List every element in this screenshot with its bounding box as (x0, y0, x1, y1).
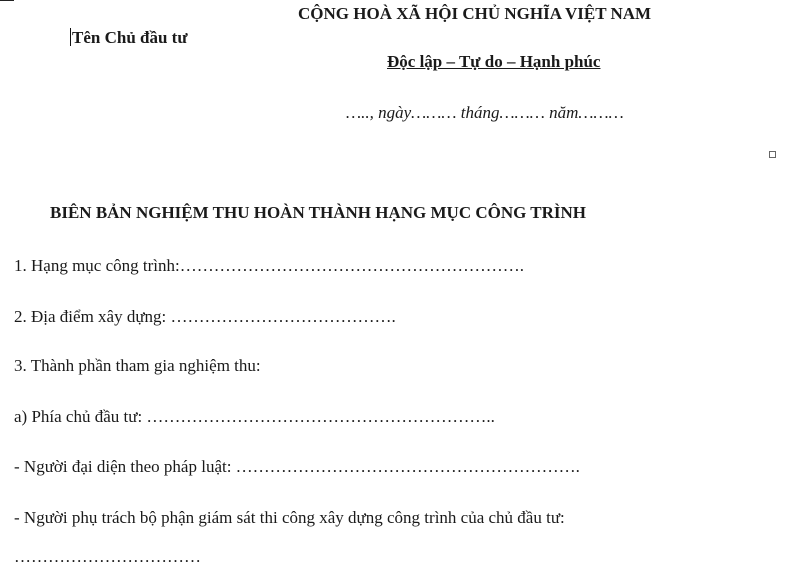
owner-name[interactable] (70, 28, 188, 48)
owner-name-text: Tên Chủ đầu tư (72, 28, 188, 47)
field-supervision-head: - Người phụ trách bộ phận giám sát thi công xây dựng công trình của chủ đầu tư: (14, 508, 565, 527)
text-cursor (70, 28, 71, 46)
date-line: ….., ngày……… tháng……… năm……… (346, 103, 624, 122)
field-investor-side: a) Phía chủ đầu tư: …………………………………………………….. (14, 407, 495, 426)
national-title: CỘNG HOÀ XÃ HỘI CHỦ NGHĨA VIỆT NAM (298, 4, 652, 23)
report-title: BIÊN BẢN NGHIỆM THU HOÀN THÀNH HẠNG MỤC CÔNG TRÌNH (50, 203, 587, 222)
national-motto: Độc lập – Tự do – Hạnh phúc (387, 52, 601, 71)
field-supervision-head-blank: …………………………… (14, 547, 201, 566)
page-corner-mark (0, 0, 14, 1)
object-anchor-icon[interactable] (769, 151, 776, 158)
field-legal-representative: - Người đại diện theo pháp luật: ……………………………………………………. (14, 457, 580, 476)
field-work-item: 1. Hạng mục công trình:……………………………………………………. (14, 256, 524, 275)
section-participants: 3. Thành phần tham gia nghiệm thu: (14, 356, 261, 375)
field-construction-site: 2. Địa điểm xây dựng: …………………………………. (14, 307, 396, 326)
